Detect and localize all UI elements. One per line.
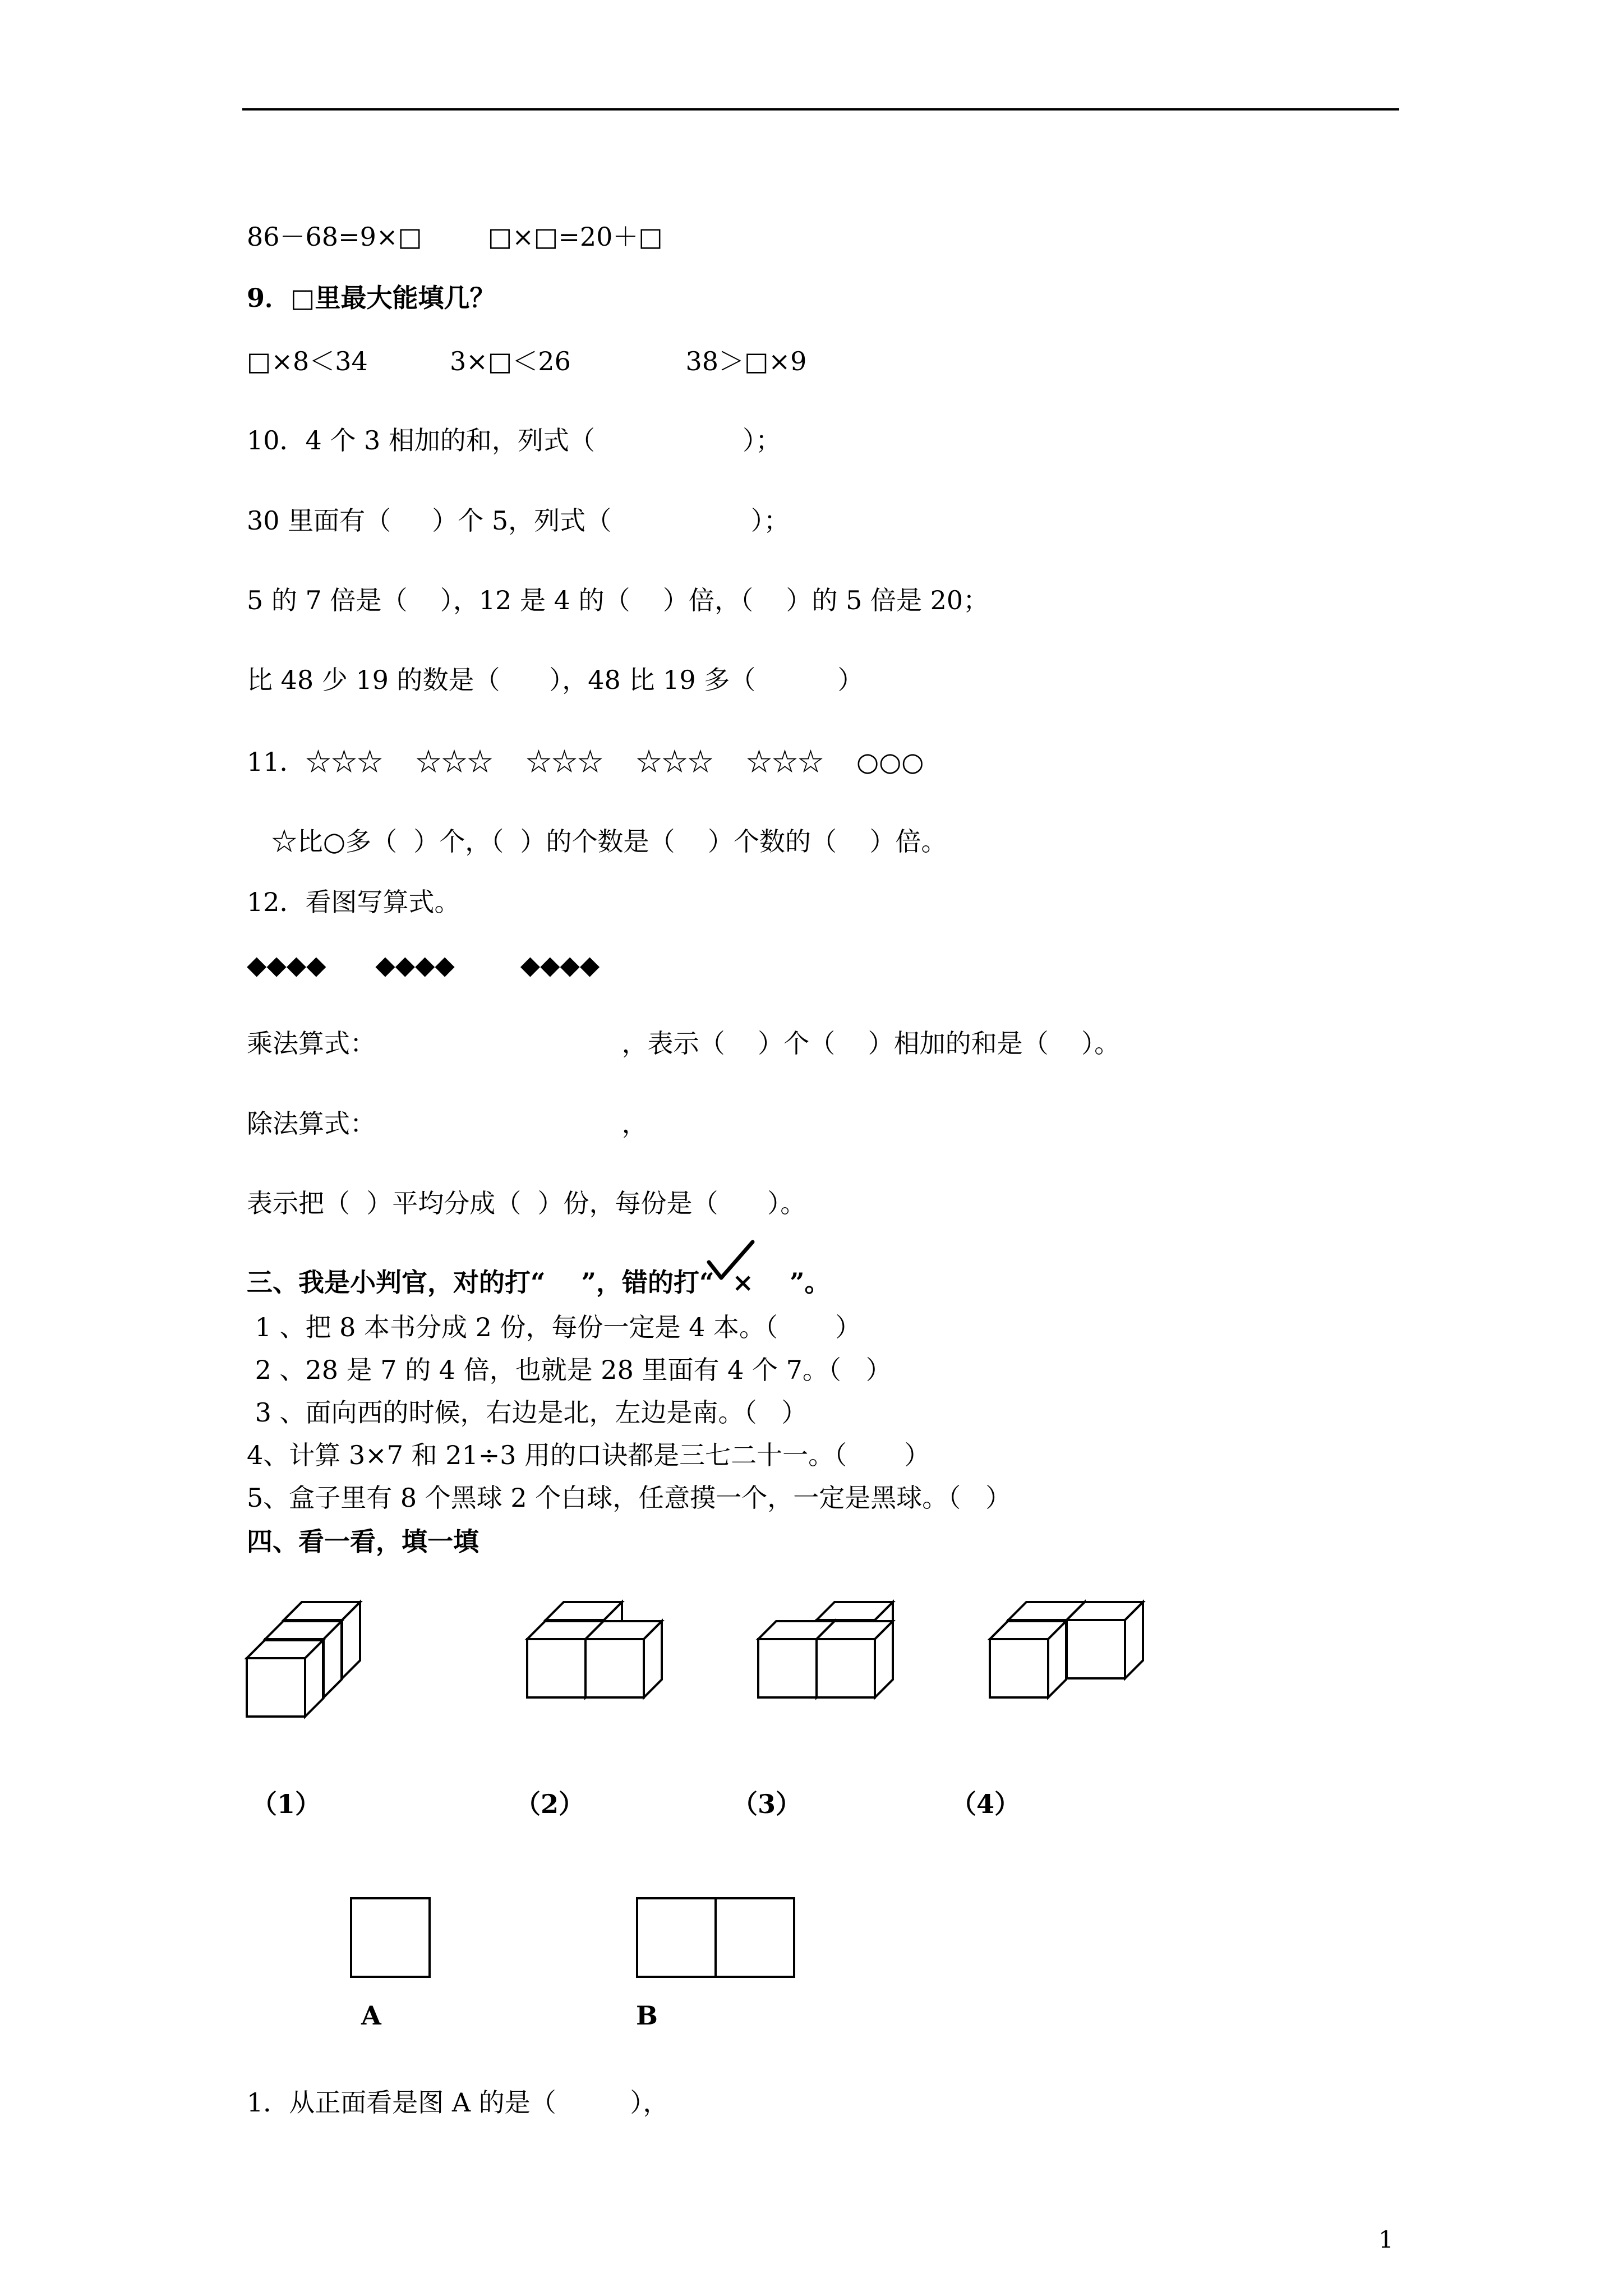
judge-item-4: 4、计算 3×7 和 21÷3 用的口诀都是三七二十一。（ ） [247,1440,930,1470]
question-11-shapes: 11．☆☆☆ ☆☆☆ ☆☆☆ ☆☆☆ ☆☆☆ ○○○ [247,747,924,777]
section-4-title: 四、看一看，填一填 [247,1526,479,1557]
section-3-title: 三、我是小判官，对的打“ ”，错的打“ × ”。 [247,1267,831,1297]
figure-label-2: （2） [515,1789,585,1819]
figure-label-4: （4） [951,1789,1021,1819]
cube-figure-3 [753,1589,915,1718]
figure-label-3: （3） [732,1789,802,1819]
judge-item-5: 5、盒子里有 8 个黑球 2 个白球，任意摸一个，一定是黑球。（ ） [247,1483,1012,1513]
cube-figure-2 [522,1589,684,1718]
view-b-square-left [636,1897,717,1978]
section-4-question-1: 1．从正面看是图 A 的是（ ）， [247,2087,669,2118]
view-b-label: B [636,2000,658,2031]
view-a-label: A [361,2000,381,2031]
question-11-prompt: ☆比○多（ ）个，（ ）的个数是（ ）个数的（ ）倍。 [247,826,947,857]
question-12-diamonds: ◆◆◆◆ ◆◆◆◆ ◆◆◆◆ [247,950,600,980]
view-b-square-right [714,1897,795,1978]
question-12-division: 除法算式： ， [247,1108,648,1139]
header-rule [242,108,1399,111]
figure-label-1: （1） [251,1789,321,1819]
question-12-meaning: 表示把（ ）平均分成（ ）份，每份是（ ）。 [247,1188,806,1218]
judge-item-3: 3 、面向西的时候，右边是北，左边是南。（ ） [247,1397,808,1428]
question-9-items: □×8＜34 3×□＜26 38＞□×9 [247,346,807,376]
question-10-line-2: 30 里面有（ ）个 5，列式（ ）； [247,505,790,536]
judge-item-2: 2 、28 是 7 的 4 倍，也就是 28 里面有 4 个 7。（ ） [247,1355,892,1385]
equation-line: 86－68=9×□ □×□=20＋□ [247,222,663,252]
question-12-multiplication: 乘法算式： ，表示（ ）个（ ）相加的和是（ ）。 [247,1028,1121,1059]
cube-figure-4 [984,1589,1147,1718]
question-12-title: 12．看图写算式。 [247,887,460,917]
judge-item-1: 1 、把 8 本书分成 2 份，每份一定是 4 本。（ ） [247,1312,861,1342]
question-9-title: 9．□里最大能填几？ [247,283,496,313]
question-10-line-3: 5 的 7 倍是（ ），12 是 4 的（ ）倍，（ ）的 5 倍是 20； [247,585,989,615]
question-10-line-1: 10．4 个 3 相加的和，列式（ ）； [247,425,782,455]
page-number: 1 [1378,2226,1394,2253]
question-10-line-4: 比 48 少 19 的数是（ ），48 比 19 多（ ） [247,665,864,695]
view-a-square [350,1897,431,1978]
checkmark-icon [706,1239,756,1283]
cube-figure-1 [241,1589,376,1720]
